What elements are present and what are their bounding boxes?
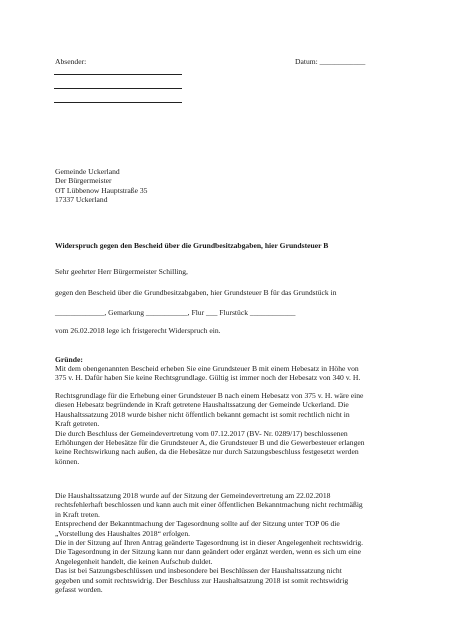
intro-line-1: gegen den Bescheid über die Grundbesitzabgaben, hier Grundsteuer B für das Grundstück in (55, 288, 337, 297)
paragraph-line: gefasst worden. (55, 585, 103, 595)
paragraph-line: Die Haushaltssatzung 2018 wurde auf der Sitzung der Gemeindevertretung am 22.02.2018 (55, 491, 331, 500)
paragraph-line: Die Tagesordnung in der Sitzung kann nur dann geändert oder ergänzt werden, wenn es sich um eine (55, 547, 362, 557)
paragraph-line: „Vorstellung des Haushaltes 2018“ erfolgen. (55, 528, 191, 538)
intro-line-2: _____________, Gemarkung ___________, Flur ___ Flurstück ____________ (55, 308, 296, 317)
recipient-line: Der Bürgermeister (55, 176, 112, 186)
paragraph-line: in Kraft treten. (55, 509, 100, 519)
paragraph-line: Mit dem obengenannten Bescheid erheben Sie eine Grundsteuer B mit einem Hebesatz in Höhe von (55, 364, 359, 373)
paragraph-line: Die durch Beschluss der Gemeindevertretung vom 07.12.2017 (BV- Nr. 0289/17) beschlossenen (55, 428, 348, 438)
recipient-address (55, 167, 407, 205)
paragraph-line: Entsprechend der Bekanntmachung der Tagesordnung sollte auf der Sitzung unter TOP 06 die (55, 519, 340, 529)
intro-line-3: vom 26.02.2018 lege ich fristgerecht Widerspruch ein. (55, 326, 221, 335)
reasons-paragraph-1 (55, 364, 407, 383)
reasons-heading: Gründe: (55, 355, 83, 364)
date-label: Datum: ____________ (295, 57, 366, 66)
paragraph-line: rechtsfehlerhaft beschlossen und kann auch mit einer öffentlichen Bekanntmachung nicht rechtmäßig (55, 500, 363, 510)
sender-line-2 (54, 88, 182, 89)
paragraph-line: Angelegenheit handelt, die keinen Aufschub duldet. (55, 556, 213, 566)
recipient-line: OT Lübbenow Hauptstraße 35 (55, 185, 148, 195)
paragraph-line: können. (55, 456, 80, 466)
sender-line-3 (54, 102, 182, 103)
salutation: Sehr geehrter Herr Bürgermeister Schilling, (55, 267, 188, 276)
paragraph-line: Das ist bei Satzungsbeschlüssen und insbesondere bei Beschlüssen der Haushaltssatzung nicht (55, 566, 342, 576)
paragraph-line: Rechtsgrundlage für die Erhebung einer Grundsteuer B nach einem Hebesatz von 375 v. H. wäre eine (55, 391, 364, 400)
recipient-line: Gemeinde Uckerland (55, 167, 120, 176)
reasons-paragraph-3 (55, 491, 407, 594)
paragraph-line: Die in der Sitzung auf Ihren Antrag geänderte Tagesordnung ist in dieser Angelegenheit rechtswidrig. (55, 538, 364, 548)
paragraph-line: Kraft getreten. (55, 419, 100, 429)
recipient-line: 17337 Uckerland (55, 195, 108, 205)
sender-line-1 (54, 74, 182, 75)
paragraph-line: keine Rechtswirkung nach außen, da die Hebesätze nur durch Satzungsbeschluss festgesetzt werden (55, 447, 359, 457)
paragraph-line: gegeben und somit rechtswidrig. Der Beschluss zur Haushaltsatzung 2018 ist somit rechtswidrig (55, 575, 349, 585)
subject-line: Widerspruch gegen den Bescheid über die Grundbesitzabgaben, hier Grundsteuer B (55, 241, 329, 250)
paragraph-line: Haushaltssatzung 2018 wurde bisher nicht öffentlich bekannt gemacht ist somit rechtlich nicht in (55, 409, 350, 419)
paragraph-line: Erhöhungen der Hebesätze für die Grundsteuer A, die Grundsteuer B und die Gewerbesteuer erlangen (55, 438, 365, 448)
paragraph-line: diesen Hebesatz begründende in Kraft getretene Haushaltssatzung der Gemeinde Uckerland. Die (55, 400, 349, 410)
paragraph-line: 375 v. H. Dafür haben Sie keine Rechtsgrundlage. Gültig ist immer noch der Hebesatz von 340 v. H. (55, 373, 361, 383)
sender-label: Absender: (55, 57, 87, 66)
reasons-paragraph-2 (55, 391, 407, 466)
